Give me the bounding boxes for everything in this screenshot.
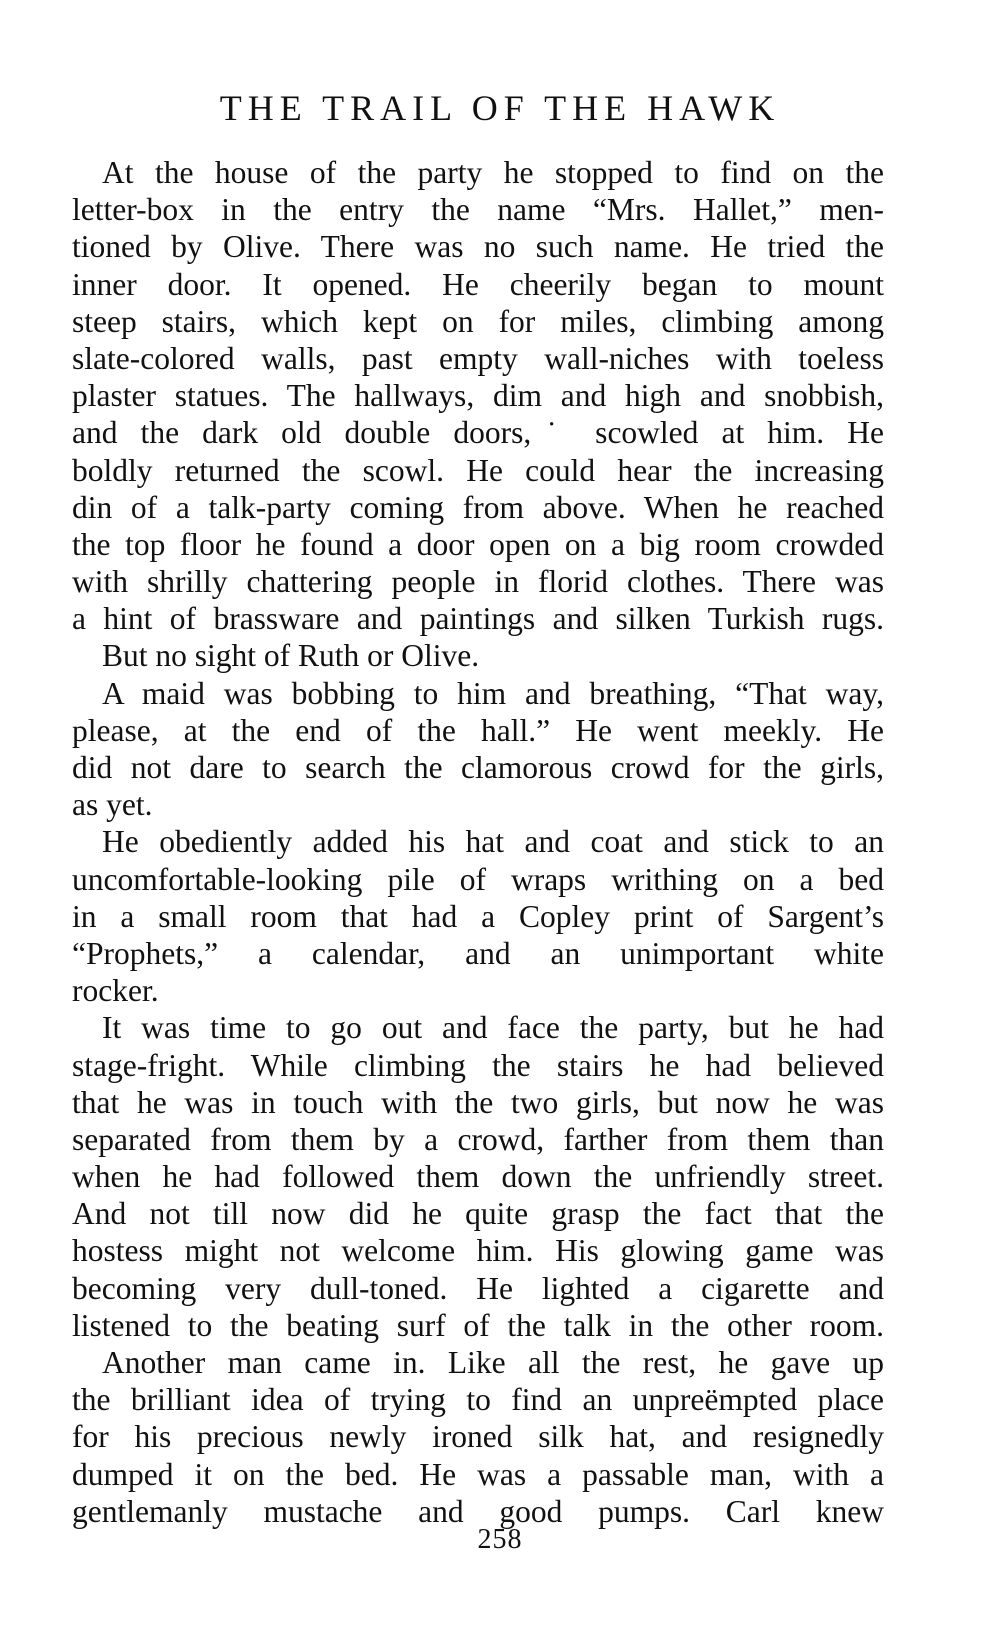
body-text	[72, 154, 884, 1530]
paragraph	[72, 637, 884, 674]
text-line: Another man came in. Like all the rest, he gave up	[102, 1345, 884, 1380]
running-head: THE TRAIL OF THE HAWK	[219, 88, 781, 128]
text-line: listened to the beating surf of the talk in the other room.	[72, 1307, 884, 1343]
text-line: the top floor he found a door open on a big room crowded	[72, 526, 884, 562]
text-line: A maid was bobbing to him and breathing, “That way,	[102, 675, 884, 711]
text-line: when he had followed them down the unfriendly street.	[72, 1159, 884, 1195]
text-line: stage-fright. While climbing the stairs he had believed	[72, 1047, 884, 1083]
text-line: din of a talk-party coming from above. When he reached	[72, 489, 884, 525]
text-line: And not till now did he quite grasp the fact that the	[72, 1196, 884, 1232]
text-line: please, at the end of the hall.” He went meekly. He	[72, 712, 884, 748]
text-line: in a small room that had a Copley print of Sargent’s	[72, 898, 884, 934]
text-line: that he was in touch with the two girls, but now he was	[72, 1084, 884, 1120]
paragraph	[72, 823, 884, 1009]
text-line: a hint of brassware and paintings and silken Turkish rugs.	[72, 601, 884, 637]
text-line: with shrilly chattering people in florid clothes. There was	[72, 564, 884, 600]
text-line: hostess might not welcome him. His glowing game was	[72, 1233, 884, 1269]
text-line: for his precious newly ironed silk hat, and resignedly	[72, 1419, 884, 1455]
text-line: inner door. It opened. He cheerily began to mount	[72, 266, 884, 302]
text-line: uncomfortable-looking pile of wraps writhing on a bed	[72, 861, 884, 897]
paragraph	[72, 1344, 884, 1530]
text-line: and the dark old double doors,˙ scowled at him. He	[72, 415, 884, 451]
text-line: gentlemanly mustache and good pumps. Carl knew	[72, 1493, 884, 1529]
text-line: did not dare to search the clamorous crowd for the girls,	[72, 750, 884, 785]
paragraph	[72, 154, 884, 637]
paragraph	[72, 1009, 884, 1344]
text-line: But no sight of Ruth or Olive.	[102, 638, 480, 674]
text-line: dumped it on the bed. He was a passable man, with a	[72, 1456, 884, 1492]
text-line: boldly returned the scowl. He could hear the increasing	[72, 452, 884, 488]
page-number: 258	[477, 1524, 523, 1555]
text-line: steep stairs, which kept on for miles, climbing among	[72, 303, 884, 339]
text-line: At the house of the party he stopped to find on the	[102, 155, 884, 190]
text-line: “Prophets,” a calendar, and an unimportant white	[72, 935, 884, 971]
text-line: the brilliant idea of trying to find an unpreëmpted place	[72, 1382, 884, 1418]
text-line: plaster statues. The hallways, dim and high and snobbish,	[72, 378, 884, 414]
text-line: becoming very dull-toned. He lighted a cigarette and	[72, 1270, 884, 1306]
text-line: letter-box in the entry the name “Mrs. Hallet,” men-	[72, 192, 884, 228]
text-line: It was time to go out and face the party, but he had	[102, 1010, 884, 1046]
text-line: He obediently added his hat and coat and stick to an	[102, 824, 884, 860]
text-line: as yet.	[72, 787, 153, 823]
paragraph	[72, 675, 884, 824]
text-line: separated from them by a crowd, farther from them than	[72, 1121, 884, 1157]
text-line: rocker.	[72, 973, 159, 1009]
text-line: tioned by Olive. There was no such name. He tried the	[72, 229, 884, 265]
text-line: slate-colored walls, past empty wall-niches with toeless	[72, 340, 884, 376]
